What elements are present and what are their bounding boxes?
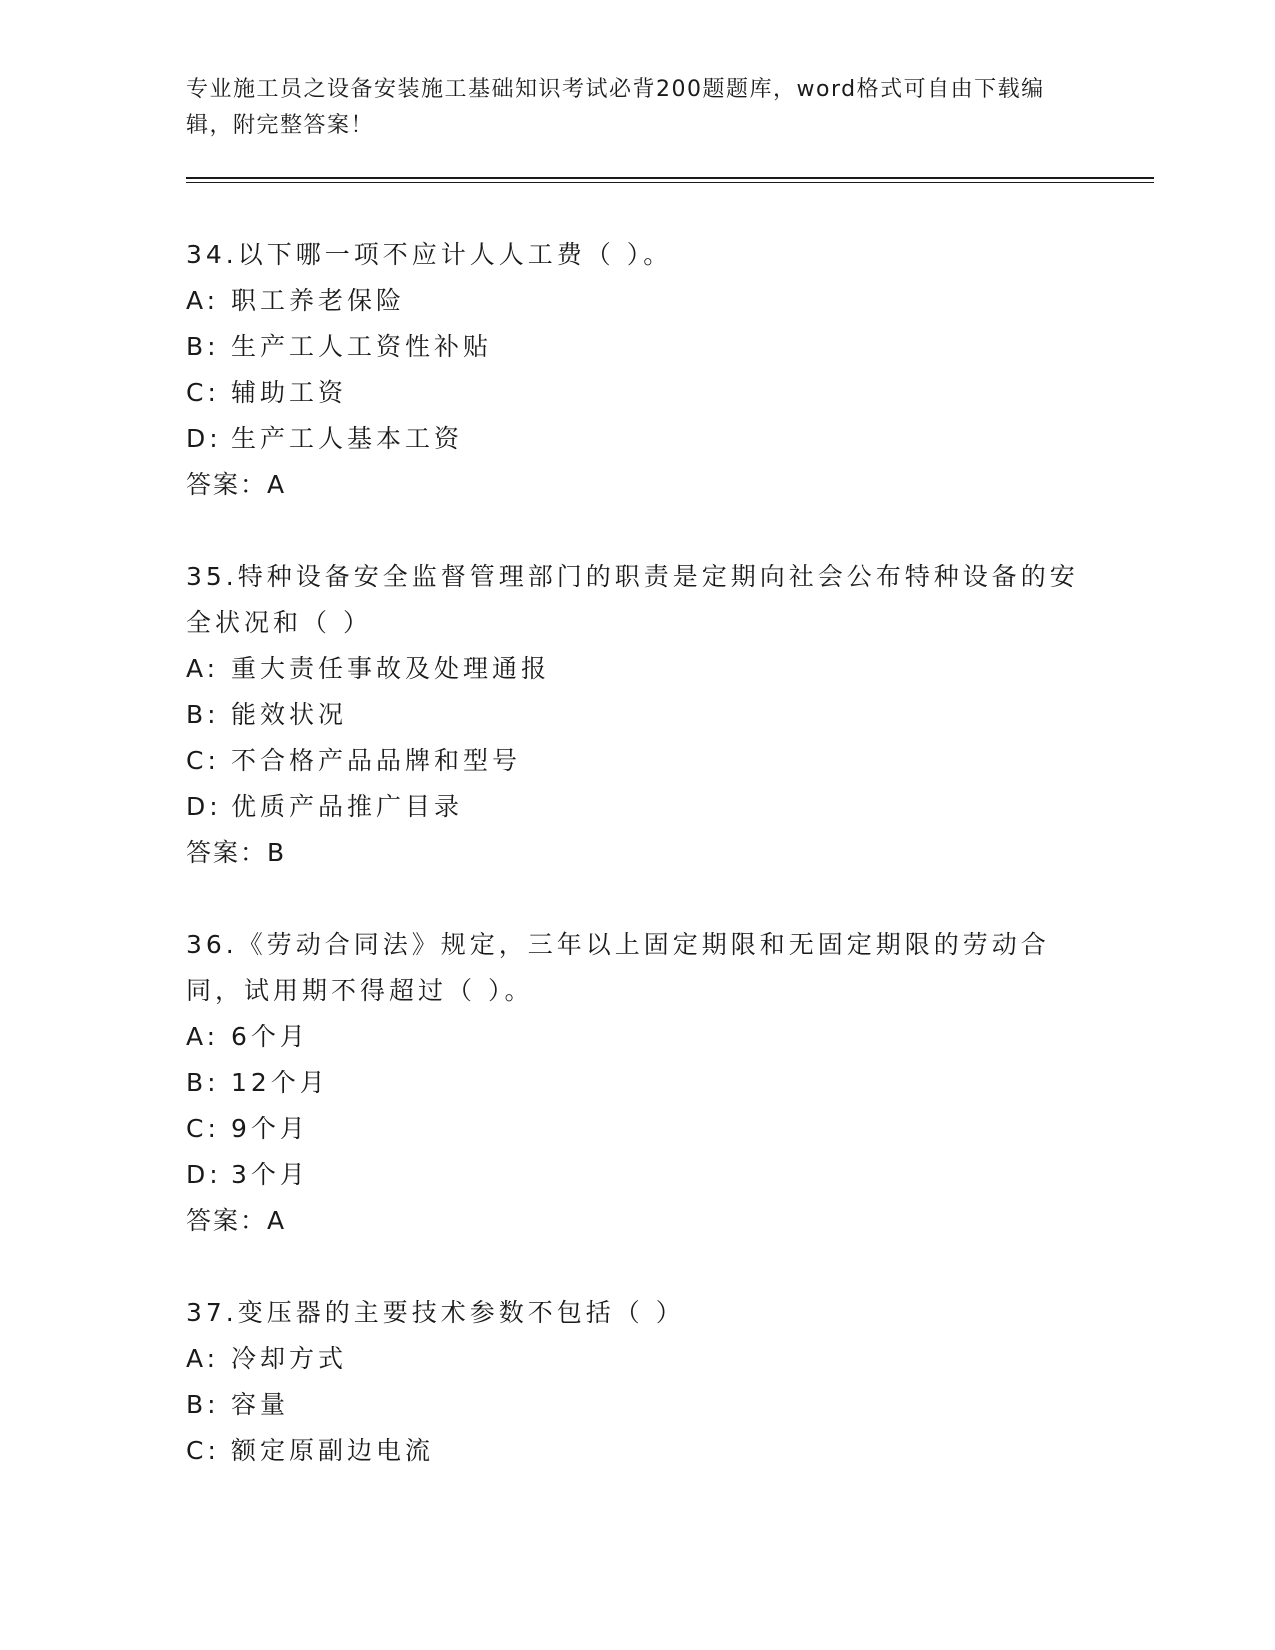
option-c (186, 738, 1086, 784)
option-a (186, 1014, 1086, 1060)
answer-value: A (267, 1206, 287, 1235)
option-text: 重大责任事故及处理通报 (231, 654, 551, 683)
option-a (186, 278, 1086, 324)
question-37 (186, 1290, 1086, 1474)
option-letter: A: (186, 1022, 220, 1051)
option-letter: A: (186, 654, 220, 683)
option-text: 生产工人工资性补贴 (231, 332, 493, 361)
answer-value: B (267, 838, 287, 867)
option-text: 冷却方式 (231, 1344, 348, 1373)
answer-label: 答案： (186, 1206, 268, 1235)
option-letter: C: (186, 378, 220, 407)
option-text: 不合格产品品牌和型号 (231, 746, 522, 775)
option-d (186, 416, 1086, 462)
option-a (186, 646, 1086, 692)
question-stem: 35.特种设备安全监督管理部门的职责是定期向社会公布特种设备的安全状况和（ ） (186, 562, 1079, 637)
answer-label: 答案： (186, 838, 268, 867)
option-letter: A: (186, 286, 220, 315)
option-text: 12个月 (231, 1068, 329, 1097)
option-letter: D: (186, 424, 222, 453)
option-letter: C: (186, 1436, 220, 1465)
option-text: 生产工人基本工资 (231, 424, 464, 453)
question-stem: 37.变压器的主要技术参数不包括（ ） (186, 1298, 685, 1327)
option-letter: B: (186, 1068, 220, 1097)
option-b (186, 692, 1086, 738)
header-divider (186, 177, 1154, 183)
option-letter: C: (186, 1114, 220, 1143)
option-text: 职工养老保险 (231, 286, 406, 315)
question-list (186, 232, 1086, 1520)
option-c (186, 1428, 1086, 1474)
option-b (186, 324, 1086, 370)
question-34 (186, 232, 1086, 508)
question-stem: 36.《劳动合同法》规定，三年以上固定期限和无固定期限的劳动合同，试用期不得超过（ ）。 (186, 930, 1050, 1005)
option-letter: B: (186, 700, 220, 729)
question-stem: 34.以下哪一项不应计人人工费（ ）。 (186, 240, 673, 269)
option-d (186, 784, 1086, 830)
answer-line (186, 462, 1086, 508)
option-text: 能效状况 (231, 700, 348, 729)
option-a (186, 1336, 1086, 1382)
option-letter: B: (186, 1390, 220, 1419)
option-b (186, 1382, 1086, 1428)
answer-line (186, 1198, 1086, 1244)
answer-line (186, 830, 1086, 876)
document-title: 专业施工员之设备安装施工基础知识考试必背200题题库，word格式可自由下载编辑，附完整答案！ (186, 77, 1045, 138)
option-d (186, 1152, 1086, 1198)
option-b (186, 1060, 1086, 1106)
question-36 (186, 922, 1086, 1244)
option-c (186, 370, 1086, 416)
page-header (186, 72, 1086, 144)
option-text: 3个月 (231, 1160, 309, 1189)
option-text: 额定原副边电流 (231, 1436, 435, 1465)
answer-label: 答案： (186, 470, 268, 499)
option-letter: D: (186, 1160, 222, 1189)
option-letter: C: (186, 746, 220, 775)
option-text: 容量 (231, 1390, 290, 1419)
option-text: 9个月 (231, 1114, 309, 1143)
answer-value: A (267, 470, 287, 499)
option-text: 优质产品推广目录 (231, 792, 464, 821)
question-35 (186, 554, 1086, 876)
option-text: 6个月 (231, 1022, 309, 1051)
option-text: 辅助工资 (231, 378, 348, 407)
option-letter: A: (186, 1344, 220, 1373)
option-c (186, 1106, 1086, 1152)
option-letter: D: (186, 792, 222, 821)
option-letter: B: (186, 332, 220, 361)
